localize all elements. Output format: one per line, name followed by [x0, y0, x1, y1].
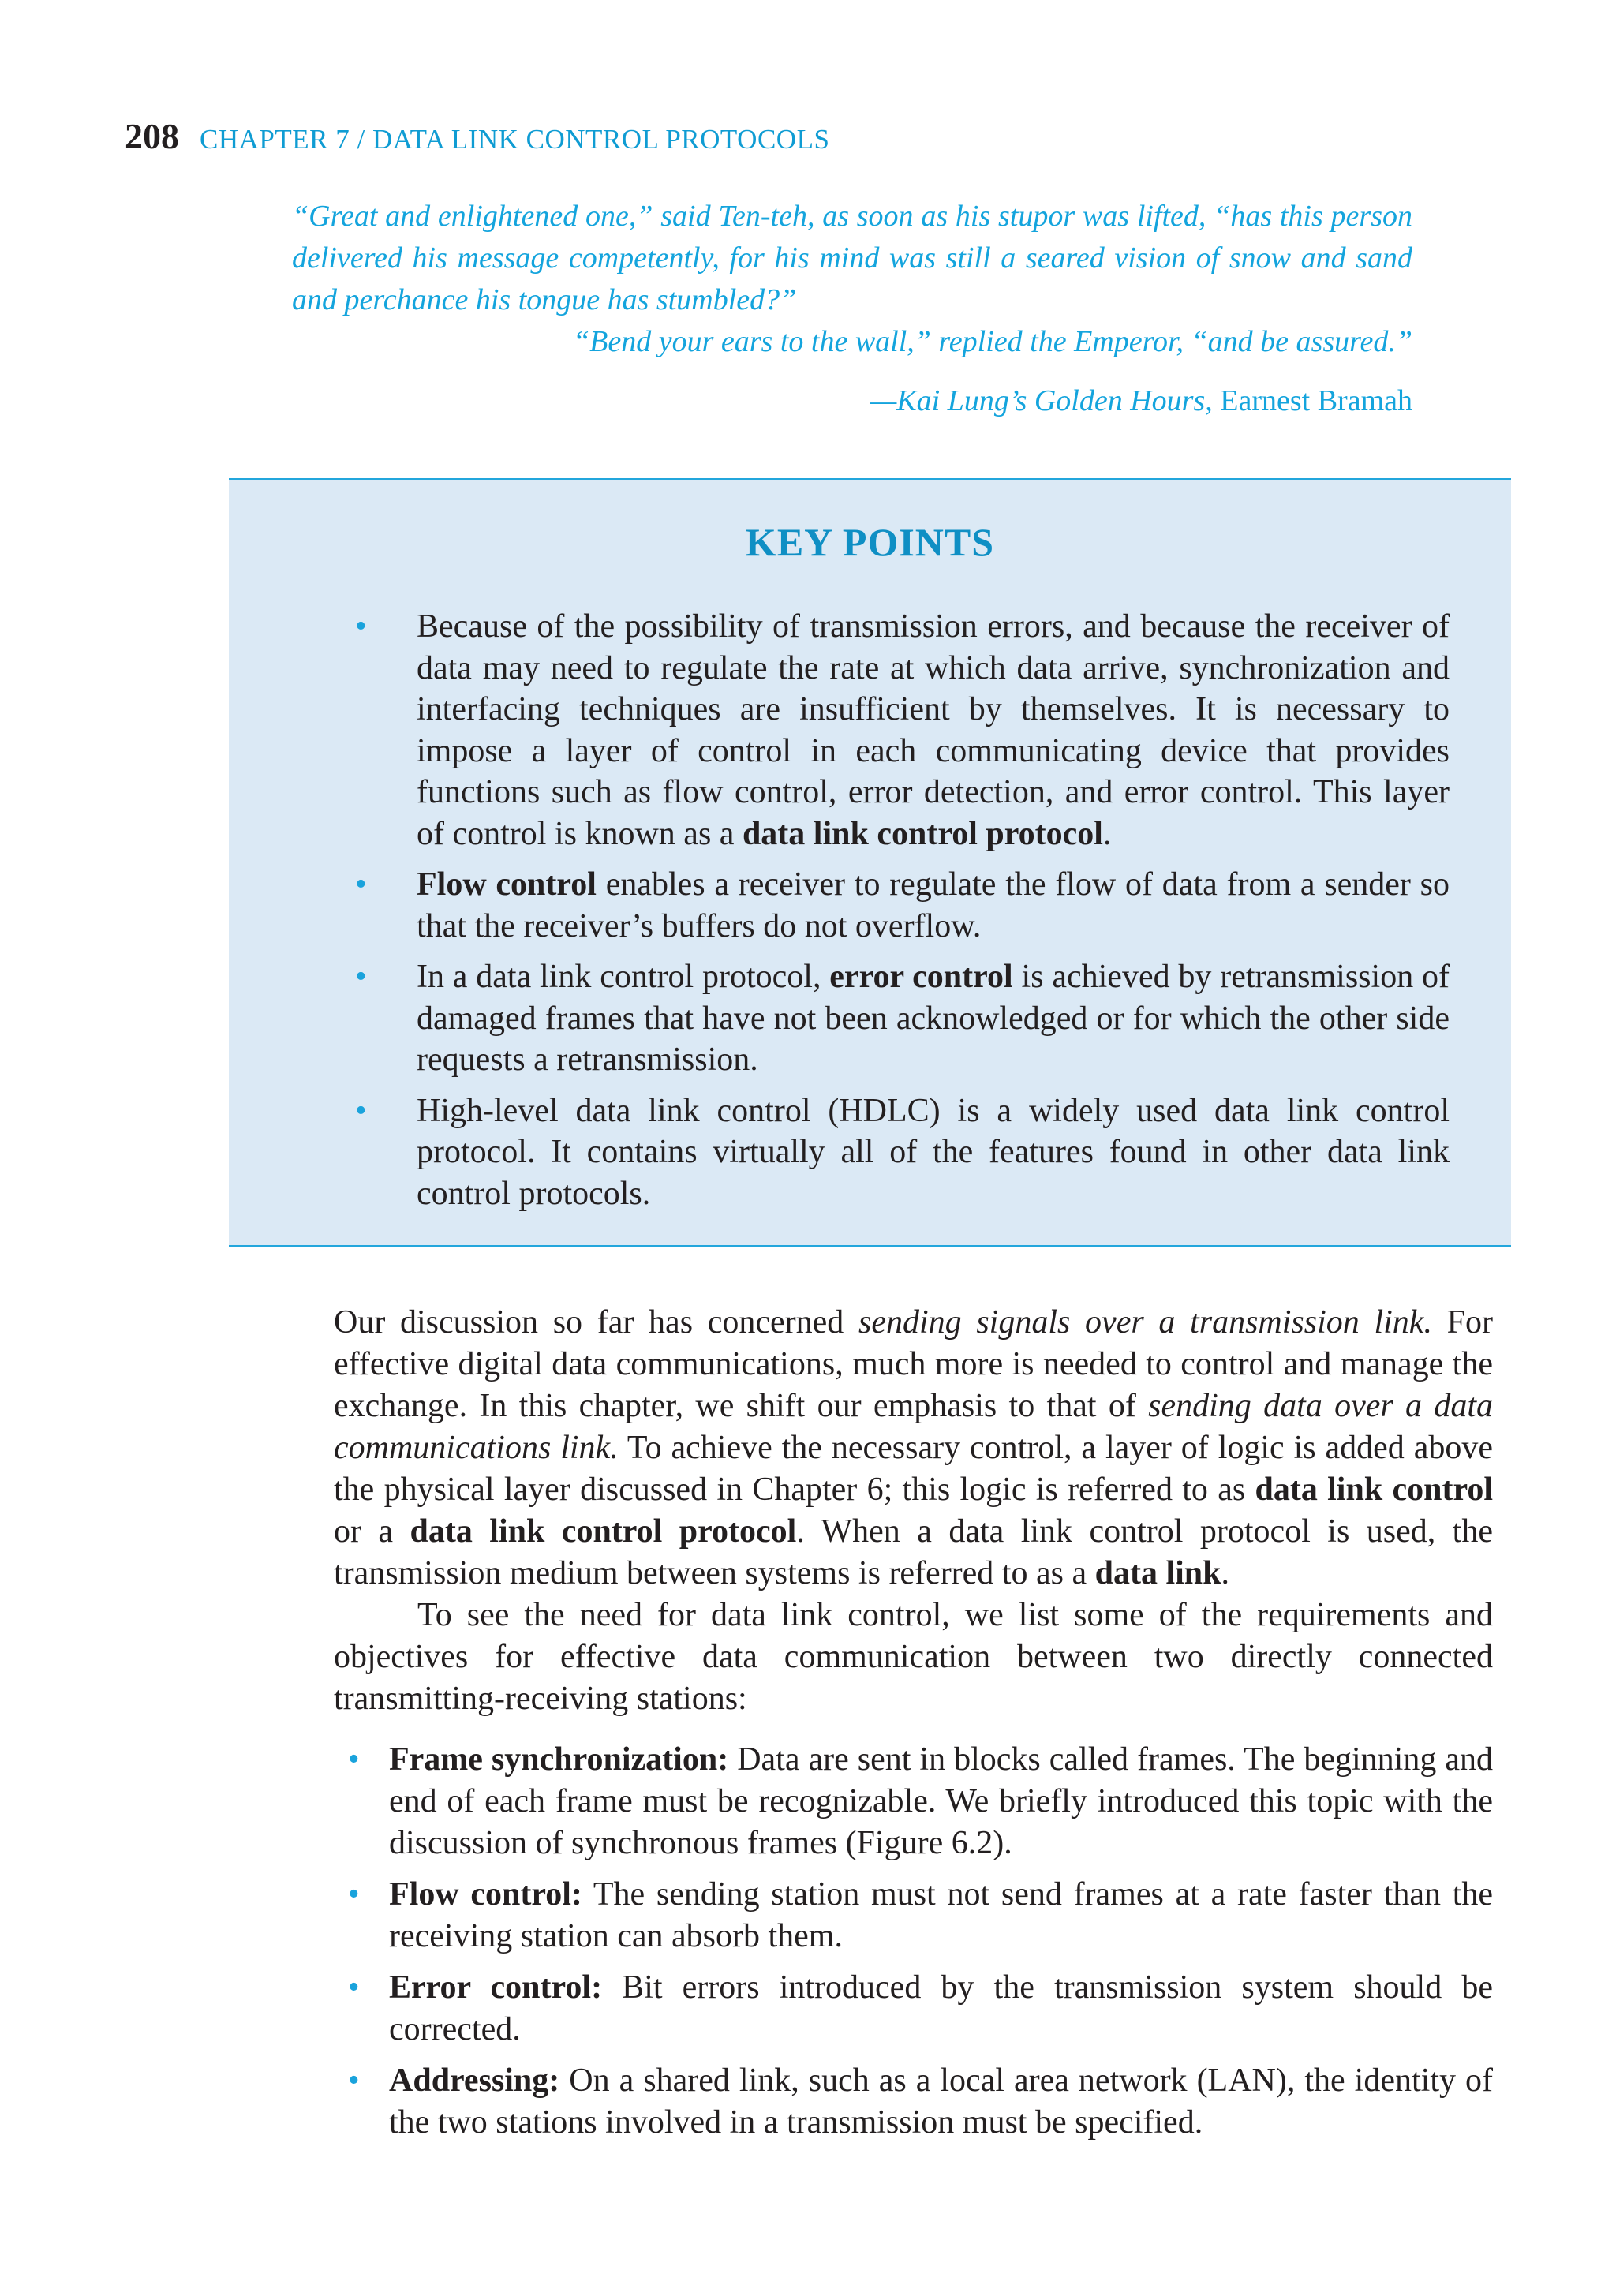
requirement-item [334, 1739, 1493, 1864]
epigraph-quote: “Great and enlightened one,” said Ten-teh, as soon as his stupor was lifted, “has this person delivered his message competently, for his mind was still a seared vision of snow and sand and perchance his tongue has stumbled?” [292, 200, 1412, 316]
chapter-title: CHAPTER 7 / DATA LINK CONTROL PROTOCOLS [200, 124, 830, 155]
key-term: data link [1094, 1555, 1221, 1591]
bullet-icon: • [355, 959, 367, 995]
key-point-item [229, 864, 1511, 947]
key-term: data link control protocol [742, 815, 1103, 852]
key-points-title: KEY POINTS [745, 520, 995, 564]
body-text-run: . When a data link control protocol is used, the transmission medium between systems is referred to as a [334, 1513, 1493, 1591]
key-term: Flow control [417, 866, 597, 903]
running-head [125, 115, 1513, 170]
body-paragraph-2: To see the need for data link control, we list some of the requirements and objectives for effective data communication between two directly connected transmitting-receiving stations: [334, 1597, 1493, 1717]
body-text-run: To achieve the necessary control, a layer of logic is added above the physical layer discussed in Chapter 6; this logic is referred to as [334, 1430, 1494, 1508]
key-point-text: High-level data link control (HDLC) is a widely used data link control protocol. It contains virtually all of the features found in other data link control protocols. [417, 1092, 1450, 1212]
epigraph-reply: “Bend your ears to the wall,” replied the Emperor, “and be assured.” [573, 325, 1412, 358]
epigraph [292, 196, 1412, 422]
body-text-run: or a [334, 1513, 410, 1550]
key-point-text: is achieved by retransmission of damaged frames that have not been acknowledged or for which the other side requests a retransmission. [417, 959, 1450, 1078]
requirement-item [334, 1967, 1493, 2051]
requirements-list [334, 1739, 1493, 2144]
emphasis: sending data over a data communications link. [334, 1388, 1493, 1466]
requirement-text: Bit errors introduced by the transmission system should be corrected. [389, 1969, 1493, 2047]
key-points-list [229, 606, 1511, 1224]
bullet-icon: • [355, 608, 367, 645]
key-point-item [229, 606, 1511, 854]
key-point-item [229, 956, 1511, 1081]
requirement-text: Data are sent in blocks called frames. The beginning and end of each frame must be recognizable. We briefly introduced this topic with the discussion of synchronous frames (Figure 6.2). [389, 1741, 1493, 1861]
requirement-text: The sending station must not send frames at a rate faster than the receiving station can absorb them. [389, 1876, 1494, 1954]
key-term: error control [829, 959, 1013, 995]
key-term: data link control protocol [410, 1513, 797, 1550]
page-number: 208 [125, 116, 179, 156]
bullet-icon: • [348, 2062, 360, 2099]
body-text-run: For effective digital data communications, much more is needed to control and manage the exchange. In this chapter, we shift our emphasis to that of [334, 1304, 1493, 1424]
body-paragraph-1 [334, 1302, 1493, 1595]
requirement-term: Addressing: [389, 2062, 560, 2099]
key-point-item [229, 1090, 1511, 1215]
key-term: data link control [1255, 1471, 1494, 1508]
emphasis: sending signals over a transmission link. [858, 1304, 1432, 1341]
key-point-text: Because of the possibility of transmission errors, and because the receiver of data may need to regulate the rate at which data arrive, synchronization and interfacing techniques are insufficient by themselves. It is necessary to impose a layer of control in each communicating device that provides functions such as flow control, error detection, and error control. This layer of control is known as a [417, 608, 1450, 852]
requirement-term: Flow control: [389, 1876, 582, 1913]
requirement-term: Frame synchronization: [389, 1741, 729, 1778]
bullet-icon: • [348, 1741, 360, 1778]
attribution-work: —Kai Lung’s Golden Hours [870, 384, 1206, 417]
bullet-icon: • [348, 1969, 360, 2006]
key-point-text: enables a receiver to regulate the flow of data from a sender so that the receiver’s buffers do not overflow. [417, 866, 1450, 944]
body-text-run: Our discussion so far has concerned [334, 1304, 858, 1341]
bullet-icon: • [355, 866, 367, 903]
requirement-item [334, 2060, 1493, 2144]
requirement-item [334, 1874, 1493, 1958]
body-text-run: . [1221, 1555, 1230, 1591]
epigraph-attribution [292, 380, 1412, 422]
key-point-text: In a data link control protocol, [417, 959, 830, 995]
key-point-text: . [1102, 815, 1112, 852]
body-text [334, 1302, 1493, 2153]
bullet-icon: • [355, 1092, 367, 1129]
requirement-term: Error control: [389, 1969, 603, 2006]
bullet-icon: • [348, 1876, 360, 1913]
requirement-text: On a shared link, such as a local area network (LAN), the identity of the two stations involved in a transmission must be specified. [389, 2062, 1493, 2141]
key-points-box [229, 478, 1511, 1247]
attribution-author: , Earnest Bramah [1205, 384, 1412, 417]
